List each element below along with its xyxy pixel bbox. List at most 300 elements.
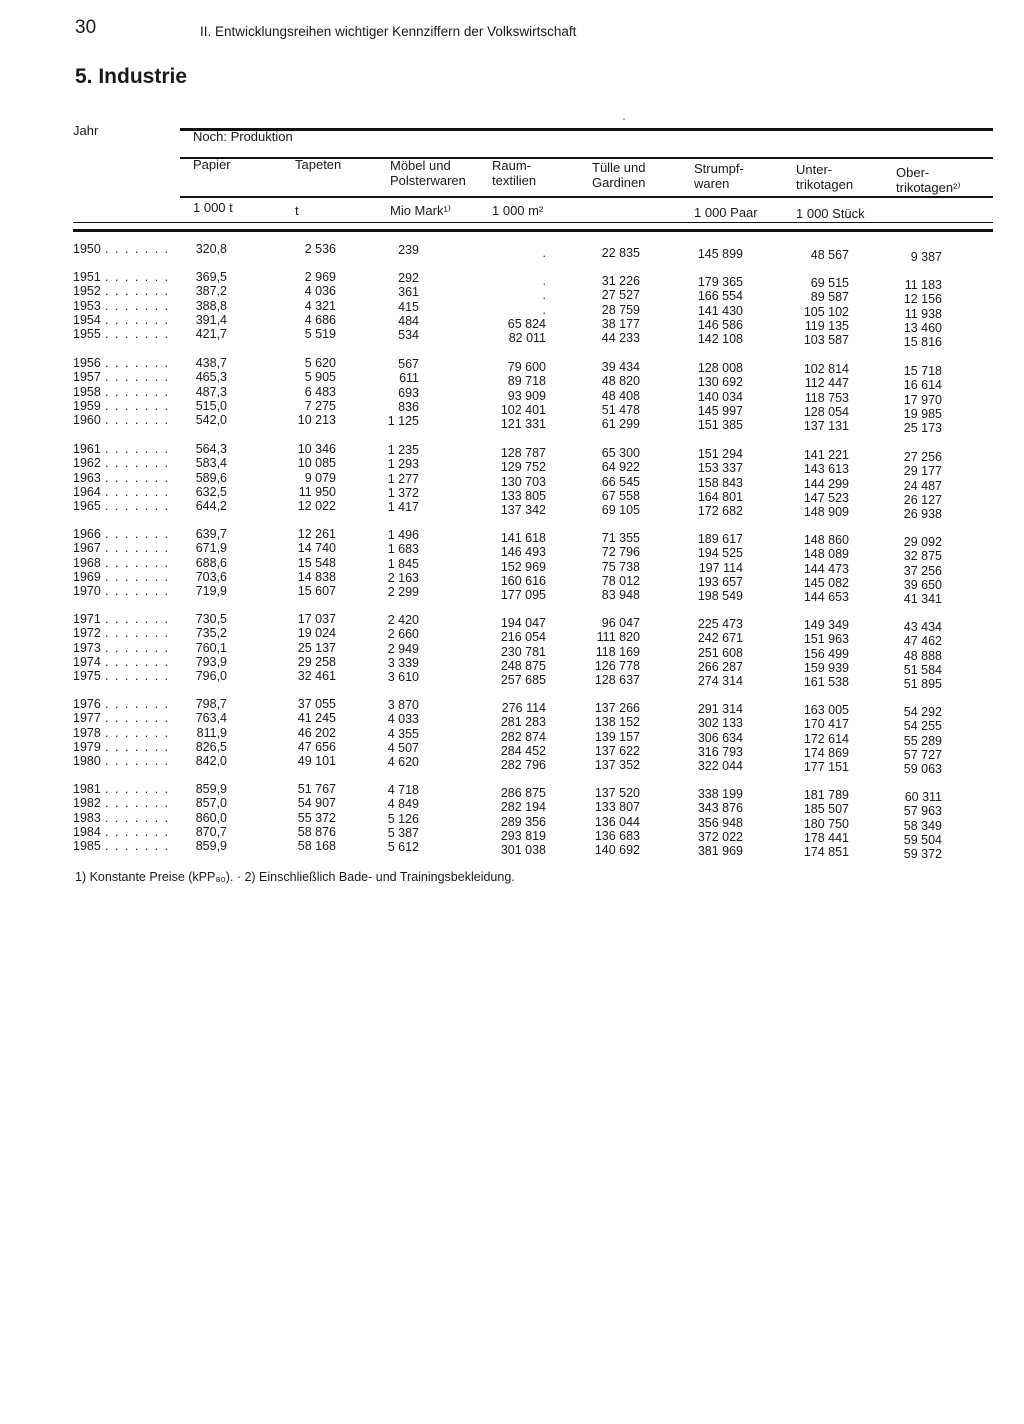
year-leader-dots: . . . . . . . xyxy=(105,839,170,854)
year-leader-dots: . . . . . . . xyxy=(105,640,170,655)
year-leader-dots: . . . . . . . xyxy=(105,612,170,626)
value-cell-raumtextilien: 121 331 xyxy=(500,417,546,432)
unit-strumpfwaren: 1 000 Paar xyxy=(694,205,758,220)
year-leader-dots: . . . . . . . xyxy=(105,398,170,413)
value-cell-raumtextilien: 301 038 xyxy=(500,843,546,858)
value-cell-untertrikotagen: 181 789 xyxy=(803,788,849,802)
value-cell-tapeten: 46 202 xyxy=(297,725,336,740)
value-cell-untertrikotagen: 151 963 xyxy=(803,632,849,647)
value-cell-tuelle: 28 759 xyxy=(601,302,640,317)
value-cell-raumtextilien: 102 401 xyxy=(500,402,546,417)
value-cell-obertrikotagen: 51 584 xyxy=(903,662,942,677)
value-cell-untertrikotagen: 144 653 xyxy=(803,590,849,605)
value-cell-moebel: 1 293 xyxy=(387,457,419,472)
value-cell-papier: 644,2 xyxy=(195,499,227,514)
value-cell-tapeten: 12 022 xyxy=(297,499,336,514)
value-cell-obertrikotagen: 54 292 xyxy=(903,705,942,719)
year-leader-dots: . . . . . . . xyxy=(105,312,170,327)
value-cell-moebel: 239 xyxy=(398,243,419,257)
value-cell-untertrikotagen: 69 515 xyxy=(810,276,849,290)
value-cell-tuelle: 72 796 xyxy=(601,545,640,560)
value-cell-tuelle: 136 683 xyxy=(594,828,640,843)
value-cell-untertrikotagen: 174 869 xyxy=(803,745,849,760)
value-cell-strumpfwaren: 145 899 xyxy=(697,247,743,261)
value-cell-tapeten: 54 907 xyxy=(297,796,336,811)
table-row xyxy=(0,499,1024,522)
value-cell-moebel: 2 949 xyxy=(387,641,419,656)
value-cell-raumtextilien: 194 047 xyxy=(500,616,546,630)
table-row xyxy=(0,669,1024,692)
value-cell-obertrikotagen: 15 718 xyxy=(903,364,942,378)
value-cell-papier: 369,5 xyxy=(195,270,227,284)
value-cell-tapeten: 7 275 xyxy=(304,398,336,413)
value-cell-strumpfwaren: 343 876 xyxy=(697,801,743,816)
value-cell-tuelle: 44 233 xyxy=(601,331,640,346)
value-cell-untertrikotagen: 144 299 xyxy=(803,476,849,491)
value-cell-untertrikotagen: 180 750 xyxy=(803,816,849,831)
col-header-strumpfwaren: Strumpf- waren xyxy=(694,161,744,191)
value-cell-strumpfwaren: 141 430 xyxy=(697,303,743,318)
value-cell-tuelle: 111 820 xyxy=(596,630,640,645)
year-leader-dots: . . . . . . . xyxy=(105,499,170,514)
value-cell-obertrikotagen: 59 063 xyxy=(903,762,942,777)
value-cell-papier: 860,0 xyxy=(195,810,227,825)
value-cell-obertrikotagen: 48 888 xyxy=(903,648,942,663)
value-cell-raumtextilien: . xyxy=(542,288,546,303)
value-cell-tapeten: 15 607 xyxy=(297,584,336,599)
year-leader-dots: . . . . . . . xyxy=(105,711,170,726)
value-cell-strumpfwaren: 128 008 xyxy=(697,361,743,375)
value-cell-moebel: 2 420 xyxy=(387,613,419,627)
value-cell-tapeten: 14 838 xyxy=(297,569,336,584)
value-cell-papier: 811,9 xyxy=(196,725,227,740)
year-leader-dots: . . . . . . . xyxy=(105,669,170,684)
value-cell-untertrikotagen: 148 860 xyxy=(803,533,849,547)
year-cell: 1962 xyxy=(73,456,101,471)
value-cell-tapeten: 58 876 xyxy=(297,824,336,839)
value-cell-moebel: 361 xyxy=(398,285,419,300)
value-cell-untertrikotagen: 185 507 xyxy=(803,802,849,817)
value-cell-obertrikotagen: 19 985 xyxy=(903,406,942,421)
value-cell-untertrikotagen: 102 814 xyxy=(803,362,849,376)
value-cell-papier: 632,5 xyxy=(195,484,227,499)
value-cell-papier: 639,7 xyxy=(195,527,227,541)
value-cell-obertrikotagen: 47 462 xyxy=(903,634,942,649)
value-cell-papier: 487,3 xyxy=(195,384,227,399)
value-cell-tuelle: 48 408 xyxy=(601,388,640,403)
value-cell-moebel: 4 507 xyxy=(387,740,419,755)
year-cell: 1965 xyxy=(73,499,101,514)
value-cell-papier: 735,2 xyxy=(195,626,227,641)
value-cell-tuelle: 67 558 xyxy=(601,488,640,503)
value-cell-obertrikotagen: 54 255 xyxy=(903,719,942,734)
value-cell-tapeten: 41 245 xyxy=(297,711,336,726)
value-cell-strumpfwaren: 198 549 xyxy=(697,589,743,604)
value-cell-moebel: 415 xyxy=(398,299,419,314)
value-cell-obertrikotagen: 27 256 xyxy=(903,450,942,464)
year-cell: 1984 xyxy=(73,824,101,839)
value-cell-tuelle: 64 922 xyxy=(601,460,640,475)
value-cell-moebel: 4 033 xyxy=(387,712,419,727)
value-cell-moebel: 1 845 xyxy=(387,556,419,571)
year-cell: 1977 xyxy=(73,711,101,726)
value-cell-obertrikotagen: 51 895 xyxy=(903,677,942,692)
value-cell-papier: 870,7 xyxy=(195,824,227,839)
value-cell-moebel: 3 870 xyxy=(387,698,419,712)
table-row xyxy=(0,242,1024,264)
value-cell-papier: 564,3 xyxy=(195,442,227,456)
value-cell-strumpfwaren: 266 287 xyxy=(697,659,743,674)
value-cell-untertrikotagen: 103 587 xyxy=(803,333,849,348)
year-leader-dots: . . . . . . . xyxy=(105,654,170,669)
year-cell: 1960 xyxy=(73,413,101,428)
value-cell-papier: 421,7 xyxy=(195,327,227,342)
year-cell: 1971 xyxy=(73,612,101,626)
value-cell-tapeten: 9 079 xyxy=(304,470,336,485)
year-leader-dots: . . . . . . . xyxy=(105,470,170,485)
value-cell-strumpfwaren: 179 365 xyxy=(697,275,743,289)
value-cell-strumpfwaren: 338 199 xyxy=(697,787,743,801)
year-cell: 1979 xyxy=(73,739,101,754)
year-cell: 1964 xyxy=(73,484,101,499)
value-cell-papier: 515,0 xyxy=(195,398,227,413)
year-leader-dots: . . . . . . . xyxy=(105,697,170,711)
value-cell-tapeten: 15 548 xyxy=(297,555,336,570)
value-cell-untertrikotagen: 172 614 xyxy=(803,731,849,746)
value-cell-raumtextilien: 276 114 xyxy=(501,701,546,715)
value-cell-tuelle: 140 692 xyxy=(594,843,640,858)
year-leader-dots: . . . . . . . xyxy=(105,810,170,825)
value-cell-raumtextilien: 89 718 xyxy=(507,374,546,389)
value-cell-raumtextilien: . xyxy=(542,302,546,317)
value-cell-strumpfwaren: 291 314 xyxy=(697,702,743,716)
value-cell-tuelle: 128 637 xyxy=(594,673,640,688)
value-cell-untertrikotagen: 118 753 xyxy=(804,390,849,405)
value-cell-strumpfwaren: 189 617 xyxy=(697,532,743,546)
value-cell-moebel: 3 610 xyxy=(387,670,419,685)
value-cell-raumtextilien: 248 875 xyxy=(500,658,546,673)
year-cell: 1983 xyxy=(73,810,101,825)
value-cell-moebel: 4 849 xyxy=(387,797,419,812)
value-cell-moebel: 292 xyxy=(398,271,419,285)
value-cell-obertrikotagen: 58 349 xyxy=(903,818,942,833)
year-leader-dots: . . . . . . . xyxy=(105,456,170,471)
value-cell-tuelle: 65 300 xyxy=(601,446,640,460)
value-cell-papier: 826,5 xyxy=(195,739,227,754)
year-cell: 1961 xyxy=(73,442,101,456)
value-cell-tapeten: 12 261 xyxy=(297,527,336,541)
value-cell-moebel: 4 620 xyxy=(387,755,419,770)
value-cell-papier: 542,0 xyxy=(195,413,227,428)
value-cell-tapeten: 5 519 xyxy=(304,327,336,342)
value-cell-moebel: 3 339 xyxy=(387,655,419,670)
value-cell-untertrikotagen: 144 473 xyxy=(803,561,849,576)
value-cell-untertrikotagen: 178 441 xyxy=(803,830,849,845)
value-cell-obertrikotagen: 43 434 xyxy=(903,620,942,634)
value-cell-obertrikotagen: 59 504 xyxy=(903,832,942,847)
value-cell-tuelle: 137 520 xyxy=(594,786,640,800)
value-cell-papier: 793,9 xyxy=(195,654,227,669)
value-cell-papier: 320,8 xyxy=(195,242,227,256)
value-cell-strumpfwaren: 151 294 xyxy=(697,447,743,461)
value-cell-tapeten: 51 767 xyxy=(297,782,336,796)
value-cell-tuelle: 137 352 xyxy=(594,758,640,773)
value-cell-tapeten: 10 085 xyxy=(297,456,336,471)
value-cell-tapeten: 4 686 xyxy=(304,312,336,327)
value-cell-tapeten: 4 321 xyxy=(304,298,336,313)
year-leader-dots: . . . . . . . xyxy=(105,584,170,599)
year-cell: 1951 xyxy=(73,270,101,284)
value-cell-papier: 798,7 xyxy=(195,697,227,711)
value-cell-raumtextilien: 293 819 xyxy=(500,828,546,843)
value-cell-tapeten: 14 740 xyxy=(297,541,336,556)
value-cell-tapeten: 11 950 xyxy=(298,484,336,499)
value-cell-papier: 796,0 xyxy=(195,669,227,684)
value-cell-strumpfwaren: 225 473 xyxy=(697,617,743,631)
value-cell-obertrikotagen: 11 183 xyxy=(904,278,942,292)
value-cell-moebel: 5 126 xyxy=(387,811,419,826)
value-cell-tuelle: 27 527 xyxy=(601,288,640,303)
value-cell-untertrikotagen: 177 151 xyxy=(803,760,849,775)
value-cell-papier: 438,7 xyxy=(195,356,227,370)
year-cell: 1975 xyxy=(73,669,101,684)
value-cell-untertrikotagen: 48 567 xyxy=(810,248,849,262)
year-cell: 1953 xyxy=(73,298,101,313)
year-cell: 1976 xyxy=(73,697,101,711)
value-cell-tuelle: 137 266 xyxy=(594,701,640,715)
value-cell-raumtextilien: 281 283 xyxy=(500,715,546,730)
value-cell-untertrikotagen: 156 499 xyxy=(803,646,849,661)
value-cell-papier: 842,0 xyxy=(195,754,227,769)
value-cell-untertrikotagen: 128 054 xyxy=(803,404,849,419)
value-cell-tapeten: 58 168 xyxy=(297,839,336,854)
year-cell: 1970 xyxy=(73,584,101,599)
year-leader-dots: . . . . . . . xyxy=(105,270,170,284)
value-cell-raumtextilien: 282 796 xyxy=(500,758,546,773)
table-row xyxy=(0,327,1024,350)
value-cell-strumpfwaren: 306 634 xyxy=(697,730,743,745)
value-cell-tuelle: 71 355 xyxy=(601,531,640,545)
value-cell-tuelle: 31 226 xyxy=(601,274,640,288)
value-cell-tapeten: 32 461 xyxy=(297,669,336,684)
year-leader-dots: . . . . . . . xyxy=(105,739,170,754)
value-cell-obertrikotagen: 59 372 xyxy=(903,847,942,862)
running-head: II. Entwicklungsreihen wichtiger Kennziffern der Volkswirtschaft xyxy=(200,24,577,39)
value-cell-moebel: 4 355 xyxy=(387,726,419,741)
value-cell-papier: 730,5 xyxy=(195,612,227,626)
unit-raumtextilien: 1 000 m² xyxy=(492,203,544,218)
year-leader-dots: . . . . . . . xyxy=(105,754,170,769)
value-cell-moebel: 1 277 xyxy=(387,471,419,486)
year-leader-dots: . . . . . . . xyxy=(105,725,170,740)
year-cell: 1950 xyxy=(73,242,101,256)
value-cell-tuelle: 66 545 xyxy=(601,474,640,489)
value-cell-tuelle: 69 105 xyxy=(601,503,640,518)
value-cell-tuelle: 126 778 xyxy=(594,658,640,673)
value-cell-moebel: 534 xyxy=(398,328,419,343)
value-cell-papier: 688,6 xyxy=(195,555,227,570)
year-cell: 1954 xyxy=(73,312,101,327)
value-cell-obertrikotagen: 26 127 xyxy=(903,492,942,507)
value-cell-raumtextilien: 284 452 xyxy=(500,743,546,758)
value-cell-moebel: 567 xyxy=(398,357,419,371)
value-cell-moebel: 1 496 xyxy=(387,528,419,542)
value-cell-tuelle: 39 434 xyxy=(601,360,640,374)
value-cell-strumpfwaren: 172 682 xyxy=(697,504,743,519)
value-cell-papier: 465,3 xyxy=(195,370,227,385)
value-cell-moebel: 2 660 xyxy=(387,627,419,642)
value-cell-tuelle: 48 820 xyxy=(601,374,640,389)
value-cell-obertrikotagen: 11 938 xyxy=(904,306,942,321)
value-cell-moebel: 5 612 xyxy=(387,840,419,855)
value-cell-raumtextilien: 152 969 xyxy=(500,559,546,574)
year-leader-dots: . . . . . . . xyxy=(105,327,170,342)
value-cell-tuelle: 118 169 xyxy=(595,644,640,659)
value-cell-strumpfwaren: 372 022 xyxy=(697,829,743,844)
value-cell-obertrikotagen: 57 963 xyxy=(903,804,942,819)
value-cell-tuelle: 38 177 xyxy=(601,316,640,331)
table-row xyxy=(0,584,1024,607)
value-cell-raumtextilien: 129 752 xyxy=(500,460,546,475)
value-cell-tuelle: 78 012 xyxy=(601,573,640,588)
col-header-moebel: Möbel und Polsterwaren xyxy=(390,158,466,188)
value-cell-strumpfwaren: 356 948 xyxy=(697,815,743,830)
value-cell-papier: 589,6 xyxy=(195,470,227,485)
value-cell-strumpfwaren: 151 385 xyxy=(697,418,743,433)
value-cell-moebel: 1 125 xyxy=(387,414,419,429)
year-leader-dots: . . . . . . . xyxy=(105,527,170,541)
value-cell-untertrikotagen: 159 939 xyxy=(803,660,849,675)
value-cell-tapeten: 47 656 xyxy=(297,739,336,754)
value-cell-obertrikotagen: 13 460 xyxy=(903,320,942,335)
value-cell-tuelle: 22 835 xyxy=(601,246,640,260)
value-cell-obertrikotagen: 57 727 xyxy=(903,747,942,762)
value-cell-raumtextilien: 282 874 xyxy=(500,729,546,744)
unit-untertrikotagen: 1 000 Stück xyxy=(796,206,865,221)
value-cell-raumtextilien: 137 342 xyxy=(500,503,546,518)
value-cell-untertrikotagen: 137 131 xyxy=(803,419,849,434)
value-cell-tapeten: 25 137 xyxy=(297,640,336,655)
year-cell: 1956 xyxy=(73,356,101,370)
value-cell-tuelle: 83 948 xyxy=(601,588,640,603)
value-cell-tapeten: 37 055 xyxy=(297,697,336,711)
year-leader-dots: . . . . . . . xyxy=(105,541,170,556)
value-cell-raumtextilien: 141 618 xyxy=(500,531,546,545)
value-cell-raumtextilien: . xyxy=(542,274,546,288)
value-cell-papier: 583,4 xyxy=(195,456,227,471)
value-cell-strumpfwaren: 251 608 xyxy=(697,645,743,660)
value-cell-papier: 671,9 xyxy=(195,541,227,556)
value-cell-strumpfwaren: 193 657 xyxy=(697,574,743,589)
year-cell: 1957 xyxy=(73,370,101,385)
value-cell-untertrikotagen: 148 909 xyxy=(803,505,849,520)
unit-tapeten: t xyxy=(295,203,299,218)
value-cell-strumpfwaren: 142 108 xyxy=(697,332,743,347)
year-leader-dots: . . . . . . . xyxy=(105,626,170,641)
value-cell-untertrikotagen: 143 613 xyxy=(803,462,849,477)
value-cell-strumpfwaren: 322 044 xyxy=(697,759,743,774)
value-cell-tuelle: 51 478 xyxy=(601,402,640,417)
value-cell-obertrikotagen: 15 816 xyxy=(903,335,942,350)
value-cell-raumtextilien: 286 875 xyxy=(500,786,546,800)
value-cell-obertrikotagen: 9 387 xyxy=(910,250,942,264)
year-leader-dots: . . . . . . . xyxy=(105,824,170,839)
page-number: 30 xyxy=(75,17,97,38)
col-header-tapeten: Tapeten xyxy=(295,157,342,172)
value-cell-strumpfwaren: 130 692 xyxy=(697,375,743,390)
year-cell: 1978 xyxy=(73,725,101,740)
value-cell-strumpfwaren: 194 525 xyxy=(697,546,743,561)
year-leader-dots: . . . . . . . xyxy=(105,442,170,456)
unit-moebel: Mio Mark¹⁾ xyxy=(390,203,451,218)
year-cell: 1972 xyxy=(73,626,101,641)
value-cell-obertrikotagen: 29 092 xyxy=(903,535,942,549)
value-cell-papier: 703,6 xyxy=(195,569,227,584)
value-cell-tapeten: 5 620 xyxy=(304,356,336,370)
value-cell-untertrikotagen: 148 089 xyxy=(803,547,849,562)
value-cell-untertrikotagen: 161 538 xyxy=(803,675,849,690)
value-cell-papier: 391,4 xyxy=(195,312,227,327)
year-leader-dots: . . . . . . . xyxy=(105,569,170,584)
value-cell-strumpfwaren: 166 554 xyxy=(697,289,743,304)
value-cell-obertrikotagen: 39 650 xyxy=(903,577,942,592)
value-cell-strumpfwaren: 302 133 xyxy=(697,716,743,731)
value-cell-obertrikotagen: 16 614 xyxy=(903,378,942,393)
year-cell: 1968 xyxy=(73,555,101,570)
year-cell: 1985 xyxy=(73,839,101,854)
value-cell-tapeten: 10 346 xyxy=(297,442,336,456)
value-cell-tapeten: 5 905 xyxy=(304,370,336,385)
year-cell: 1969 xyxy=(73,569,101,584)
col-header-raumtextilien: Raum- textilien xyxy=(492,158,537,188)
value-cell-raumtextilien: 146 493 xyxy=(500,545,546,560)
value-cell-moebel: 2 163 xyxy=(387,570,419,585)
value-cell-tuelle: 138 152 xyxy=(594,715,640,730)
value-cell-obertrikotagen: 60 311 xyxy=(904,790,942,804)
value-cell-tuelle: 139 157 xyxy=(594,729,640,744)
value-cell-strumpfwaren: 140 034 xyxy=(697,389,743,404)
value-cell-tapeten: 4 036 xyxy=(304,284,336,299)
value-cell-raumtextilien: 230 781 xyxy=(500,644,546,659)
value-cell-moebel: 1 372 xyxy=(387,485,419,500)
value-cell-raumtextilien: 282 194 xyxy=(500,800,546,815)
year-cell: 1981 xyxy=(73,782,101,796)
value-cell-strumpfwaren: 242 671 xyxy=(697,631,743,646)
value-cell-raumtextilien: . xyxy=(542,246,546,260)
year-cell: 1955 xyxy=(73,327,101,342)
year-cell: 1967 xyxy=(73,541,101,556)
year-leader-dots: . . . . . . . xyxy=(105,284,170,299)
year-cell: 1952 xyxy=(73,284,101,299)
year-cell: 1959 xyxy=(73,398,101,413)
year-cell: 1966 xyxy=(73,527,101,541)
value-cell-raumtextilien: 93 909 xyxy=(507,388,546,403)
value-cell-obertrikotagen: 12 156 xyxy=(903,292,942,307)
value-cell-obertrikotagen: 41 341 xyxy=(903,592,942,607)
year-leader-dots: . . . . . . . xyxy=(105,782,170,796)
col-header-papier: Papier xyxy=(193,157,231,172)
value-cell-untertrikotagen: 89 587 xyxy=(810,290,849,305)
value-cell-raumtextilien: 160 616 xyxy=(500,573,546,588)
value-cell-raumtextilien: 128 787 xyxy=(500,446,546,460)
value-cell-tapeten: 2 969 xyxy=(304,270,336,284)
col-header-obertrikotagen: Ober- trikotagen²⁾ xyxy=(896,165,961,195)
col-header-tuelle: Tülle und Gardinen xyxy=(592,160,646,190)
year-leader-dots: . . . . . . . xyxy=(105,796,170,811)
value-cell-obertrikotagen: 25 173 xyxy=(903,421,942,436)
value-cell-tapeten: 17 037 xyxy=(297,612,336,626)
value-cell-strumpfwaren: 316 793 xyxy=(697,744,743,759)
